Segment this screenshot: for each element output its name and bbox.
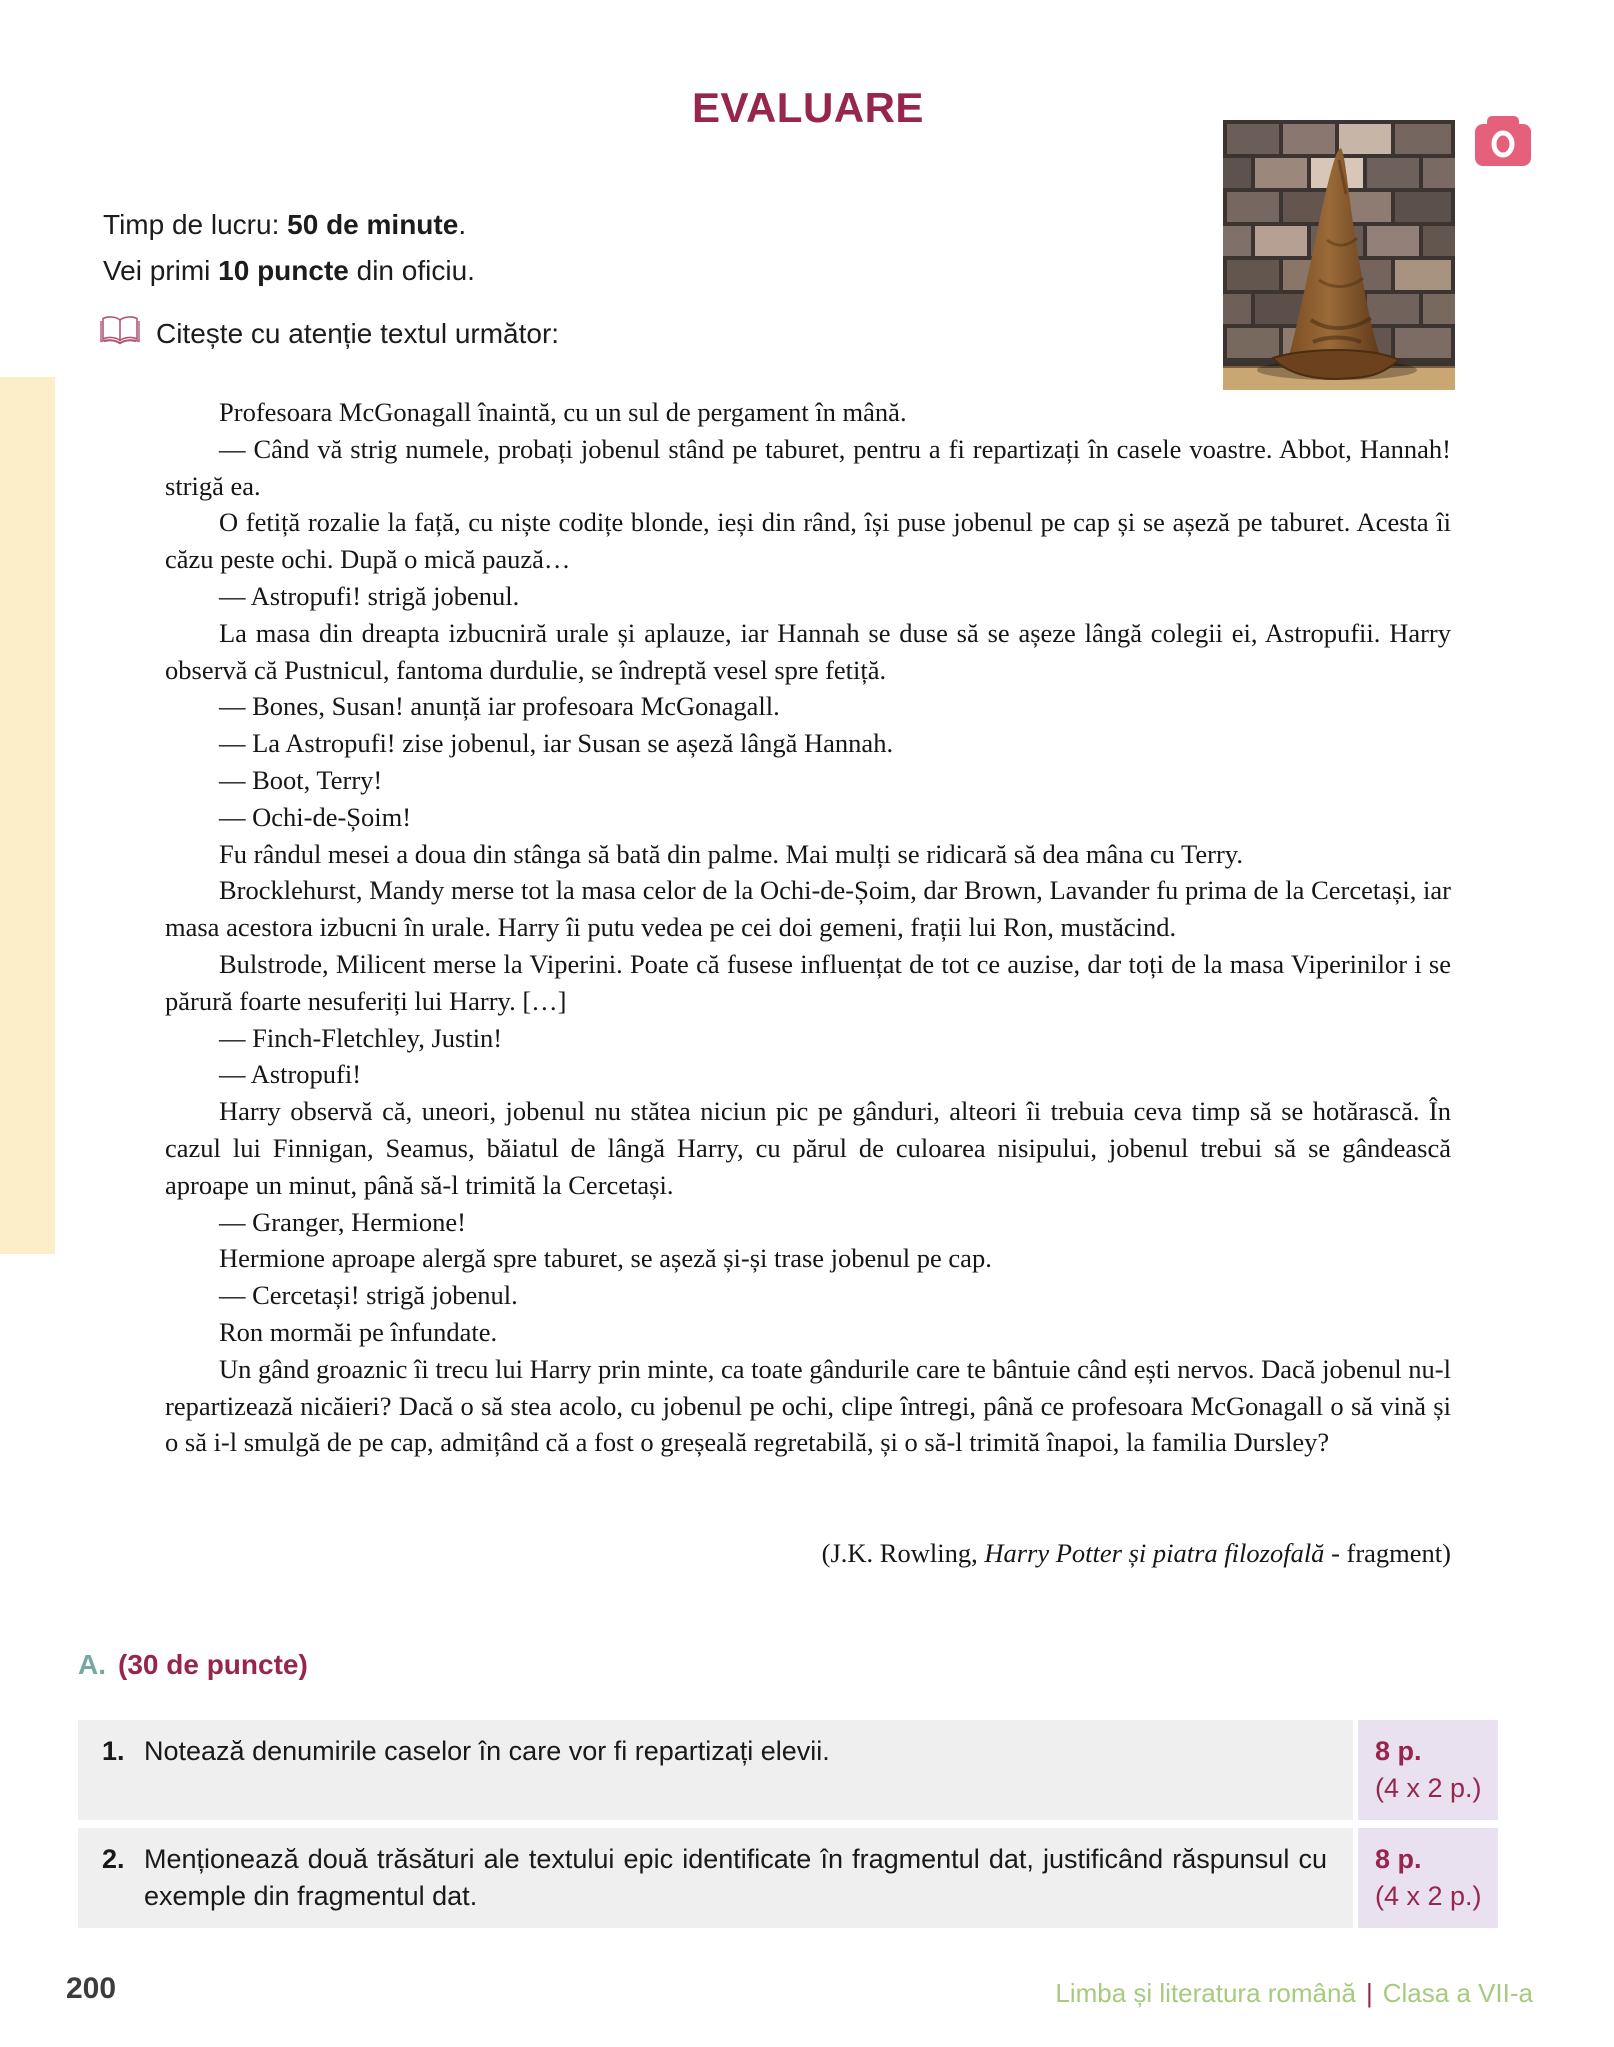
section-heading [78, 1649, 308, 1681]
text-paragraph: Profesoara McGonagall înaintă, cu un sul de pergament în mână. [219, 397, 907, 427]
text-paragraph: — Finch-Fletchley, Justin! [219, 1022, 503, 1053]
points-detail: (4 x 2 p.) [1375, 1773, 1482, 1803]
text-paragraph: — Când vă strig numele, probați jobenul stând pe taburet, pentru a fi repartizați în casele voastre. Abbot, Hannah! strigă ea. [165, 433, 1451, 501]
text-paragraph: — Bones, Susan! anunță iar profesoara McGonagall. [219, 691, 780, 722]
bonus-points-line: Vei primi 10 puncte din oficiu. [103, 255, 475, 286]
points-cell [1358, 1720, 1498, 1820]
text-paragraph: — Boot, Terry! [219, 764, 383, 795]
points-cell [1358, 1828, 1498, 1928]
text-paragraph: Brocklehurst, Mandy merse tot la masa celor de la Ochi-de-Șoim, dar Brown, Lavander fu prima de la Cercetași, iar masa acestora izbucni în urale. Harry îi putu vedea pe cei doi gemeni, frații lui Ron, mustăcind. [165, 875, 1451, 943]
points-value: 8 p. [1375, 1844, 1422, 1874]
question-cell [78, 1720, 1353, 1820]
section-points: (30 de puncte) [118, 1649, 308, 1680]
section-letter: A. [78, 1649, 106, 1680]
points-detail: (4 x 2 p.) [1375, 1881, 1482, 1911]
text-paragraph: O fetiță rozalie la față, cu niște codițe blonde, ieși din rând, își puse jobenul pe cap și se așeză pe taburet. Acesta îi căzu peste ochi. După o mică pauză… [165, 507, 1451, 575]
open-book-icon [100, 314, 140, 353]
footer-subject: Limba și literatura română [1055, 1978, 1356, 2008]
text-paragraph: — Astropufi! strigă jobenul. [219, 580, 520, 611]
text-paragraph: Ron mormăi pe înfundate. [219, 1316, 498, 1347]
camera-icon [1475, 114, 1531, 168]
question-row [78, 1720, 1498, 1820]
question-text: Notează denumirile caselor în care vor fi repartizați elevii. [144, 1736, 830, 1766]
page-number: 200 [66, 1972, 117, 2005]
intro-block [103, 202, 475, 294]
footer-right [1055, 1978, 1533, 2009]
text-paragraph: Un gând groaznic îi trecu lui Harry prin minte, ca toate gândurile care te bântuie când ești nervos. Dacă jobenul nu-l repartizează nicăieri? Dacă o să stea acolo, cu jobenul pe ochi, clipe întregi, până ce profesoara McGonagall o să vină și o să i-l smulgă de pe cap, admițând că a fost o greșeală regretabilă, și o să-l trimită înapoi, la familia Dursley? [165, 1353, 1451, 1458]
text-paragraph: — Ochi-de-Șoim! [219, 801, 412, 832]
reading-text [165, 394, 1451, 1461]
question-number: 2. [102, 1844, 125, 1874]
text-paragraph: — La Astropufi! zise jobenul, iar Susan se așeză lângă Hannah. [219, 728, 894, 759]
left-margin-strip [0, 377, 55, 1254]
attribution: (J.K. Rowling, Harry Potter și piatra filozofală - fragment) [821, 1538, 1451, 1568]
text-paragraph: — Granger, Hermione! [219, 1206, 466, 1237]
text-paragraph: Hermione aproape alergă spre taburet, se așeză și-și trase jobenul pe cap. [219, 1243, 992, 1274]
text-paragraph: La masa din dreapta izbucniră urale și aplauze, iar Hannah se duse să se așeze lângă colegii ei, Astropufii. Harry observă că Pustnicul, fantoma durdulie, se îndreptă vesel spre fetiță. [165, 617, 1451, 685]
questions-table [78, 1720, 1498, 1936]
sorting-hat-illustration [1223, 120, 1455, 390]
text-paragraph: Fu rândul mesei a doua din stânga să bată din palme. Mai mulți se ridicară să dea mâna cu Terry. [219, 838, 1243, 869]
text-paragraph: — Cercetași! strigă jobenul. [219, 1280, 518, 1311]
question-cell [78, 1828, 1353, 1928]
read-instruction-label: Citește cu atenție textul următor: [156, 317, 560, 349]
text-paragraph: Harry observă că, uneori, jobenul nu stătea niciun pic pe gânduri, alteori îi trebuia ceva timp să se hotărască. În cazul lui Finnigan, Seamus, băiatul de lângă Harry, cu părul de culoarea nisipului, jobenul trebui să se gândească aproape un minut, până să-l trimită la Cercetași. [165, 1096, 1451, 1200]
points-value: 8 p. [1375, 1736, 1422, 1766]
work-time-line: Timp de lucru: 50 de minute. [103, 209, 467, 240]
attribution-wrap [165, 1535, 1451, 1572]
question-text: Menționează două trăsături ale textului epic identificate în fragmentul dat, justificând răspunsul cu exemple din fragmentul dat. [144, 1844, 1327, 1911]
read-instruction-line [100, 314, 559, 353]
question-number: 1. [102, 1736, 125, 1766]
footer-grade: Clasa a VII-a [1382, 1978, 1533, 2008]
footer-separator: | [1365, 1978, 1373, 2008]
text-paragraph: Bulstrode, Milicent merse la Viperini. Poate că fusese influențat de tot ce auzise, dar toți de la masa Viperinilor i se părură foarte nesuferiți lui Harry. […] [165, 948, 1451, 1016]
question-row [78, 1828, 1498, 1928]
text-paragraph: — Astropufi! [219, 1059, 362, 1090]
page-title: EVALUARE [692, 84, 924, 131]
sorting-hat-photo [1223, 120, 1455, 390]
